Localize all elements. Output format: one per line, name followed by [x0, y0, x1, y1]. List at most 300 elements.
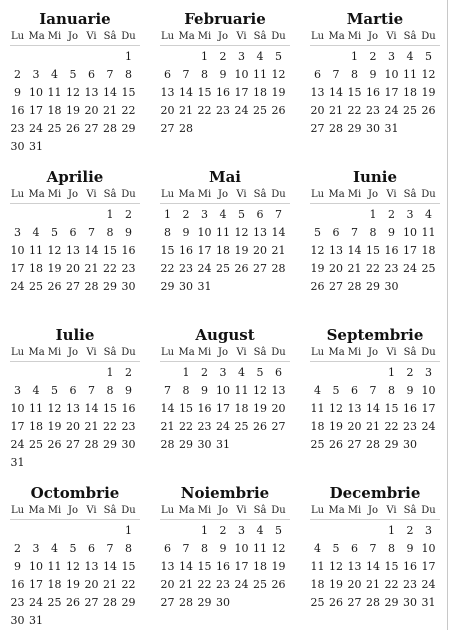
day-cell: 10 — [421, 542, 436, 555]
weekday-label: Sâ — [103, 347, 117, 358]
day-cell: 1 — [201, 524, 208, 537]
day-cell: 29 — [197, 596, 212, 609]
day-cell: 8 — [201, 542, 208, 555]
day-cell: 31 — [216, 438, 230, 451]
day-cell: 18 — [403, 86, 417, 99]
weekday-label: Lu — [310, 189, 325, 200]
weekday-label: Du — [271, 31, 286, 42]
day-cell: 1 — [106, 366, 114, 379]
day-cell: 12 — [66, 86, 80, 99]
day-cell: 29 — [103, 280, 117, 293]
day-cell: 4 — [256, 524, 264, 537]
weekday-label: Jo — [367, 31, 379, 42]
day-cell: 9 — [125, 226, 132, 239]
day-cell: 20 — [271, 402, 286, 415]
day-cell: 28 — [160, 438, 175, 451]
weekday-label: Ma — [178, 31, 195, 42]
day-cell: 27 — [310, 122, 325, 135]
day-cell: 30 — [197, 438, 212, 451]
day-cell: 23 — [197, 420, 212, 433]
day-cell: 21 — [366, 578, 380, 591]
day-cell: 20 — [329, 262, 343, 275]
weekday-label: Ma — [328, 505, 345, 516]
day-cell: 11 — [253, 68, 267, 81]
day-cell: 4 — [219, 208, 227, 221]
day-cell: 26 — [253, 420, 267, 433]
day-cell: 22 — [103, 262, 117, 275]
day-cell: 18 — [29, 262, 43, 275]
day-cell: 10 — [421, 384, 436, 397]
empty-day-cell — [160, 522, 175, 540]
day-cell: 6 — [256, 208, 264, 221]
day-cell: 15 — [103, 244, 117, 257]
month-septembrie — [310, 324, 440, 454]
day-cell: 20 — [160, 104, 175, 117]
day-cell: 28 — [366, 596, 380, 609]
empty-day-cell — [29, 48, 44, 66]
empty-day-cell — [329, 364, 344, 382]
empty-day-cell — [310, 522, 325, 540]
day-cell: 4 — [256, 50, 264, 63]
day-cell: 21 — [160, 420, 175, 433]
day-cell: 2 — [406, 524, 414, 537]
empty-day-cell — [47, 364, 62, 382]
day-cell: 26 — [310, 280, 325, 293]
day-cell: 9 — [406, 384, 414, 397]
empty-day-cell — [66, 364, 81, 382]
day-cell: 16 — [384, 244, 399, 257]
month-februarie — [160, 8, 290, 138]
day-cell: 10 — [234, 68, 249, 81]
day-cell: 28 — [103, 122, 117, 135]
day-cell: 10 — [403, 226, 417, 239]
day-cell: 7 — [88, 384, 95, 397]
day-cell: 18 — [29, 420, 43, 433]
day-cell: 13 — [160, 86, 175, 99]
weekday-header-row — [10, 188, 140, 204]
day-cell: 5 — [69, 542, 77, 555]
day-cell: 20 — [347, 578, 362, 591]
day-cell: 17 — [216, 402, 230, 415]
day-cell: 24 — [197, 262, 212, 275]
day-cell: 25 — [47, 596, 62, 609]
weekday-header-row — [160, 346, 290, 362]
day-cell: 25 — [310, 596, 325, 609]
day-cell: 31 — [421, 596, 436, 609]
day-cell: 3 — [14, 384, 21, 397]
right-border-line — [447, 0, 448, 630]
day-cell: 4 — [32, 384, 40, 397]
day-cell: 22 — [160, 262, 175, 275]
day-cell: 15 — [121, 86, 136, 99]
day-cell: 15 — [179, 402, 193, 415]
day-cell: 4 — [314, 384, 321, 397]
empty-day-cell — [84, 48, 99, 66]
day-grid — [10, 48, 140, 156]
month-title: Decembrie — [329, 484, 421, 502]
day-cell: 12 — [234, 226, 249, 239]
day-cell: 28 — [329, 122, 343, 135]
day-cell: 14 — [84, 244, 99, 257]
day-cell: 7 — [106, 68, 114, 81]
day-cell: 24 — [421, 420, 436, 433]
weekday-label: Lu — [160, 347, 175, 358]
day-cell: 19 — [310, 262, 325, 275]
day-cell: 22 — [121, 578, 136, 591]
day-cell: 21 — [103, 104, 117, 117]
weekday-label: Jo — [67, 31, 79, 42]
month-decembrie — [310, 482, 440, 612]
empty-day-cell — [84, 206, 99, 224]
day-cell: 16 — [366, 86, 380, 99]
day-cell: 1 — [369, 208, 377, 221]
day-cell: 19 — [253, 402, 267, 415]
day-cell: 19 — [66, 104, 80, 117]
day-cell: 5 — [51, 226, 58, 239]
day-cell: 28 — [271, 262, 286, 275]
day-cell: 3 — [201, 208, 208, 221]
day-cell: 13 — [271, 384, 286, 397]
day-cell: 19 — [271, 560, 286, 573]
day-cell: 18 — [216, 244, 230, 257]
day-cell: 7 — [275, 208, 282, 221]
day-cell: 15 — [197, 86, 212, 99]
day-cell: 21 — [84, 420, 99, 433]
day-cell: 8 — [106, 384, 114, 397]
month-title: Aprilie — [46, 168, 104, 186]
day-cell: 12 — [271, 542, 286, 555]
day-cell: 7 — [164, 384, 171, 397]
day-cell: 8 — [201, 68, 208, 81]
day-cell: 12 — [329, 560, 343, 573]
day-cell: 6 — [351, 542, 358, 555]
weekday-label: Ma — [328, 347, 345, 358]
day-cell: 18 — [421, 244, 436, 257]
day-cell: 5 — [51, 384, 58, 397]
month-title: Martie — [346, 10, 404, 28]
empty-day-cell — [29, 206, 44, 224]
weekday-label: Ma — [328, 31, 345, 42]
day-cell: 29 — [160, 280, 175, 293]
day-cell: 29 — [121, 122, 136, 135]
day-cell: 2 — [14, 542, 21, 555]
day-cell: 15 — [197, 560, 212, 573]
day-cell: 11 — [310, 560, 325, 573]
day-cell: 14 — [179, 86, 193, 99]
day-grid — [160, 364, 290, 454]
weekday-label: Vi — [236, 31, 247, 42]
month-iulie — [10, 324, 140, 472]
weekday-label: Vi — [86, 189, 97, 200]
day-cell: 9 — [125, 384, 132, 397]
weekday-label: Ma — [28, 347, 45, 358]
day-cell: 4 — [51, 542, 58, 555]
day-cell: 23 — [10, 596, 25, 609]
weekday-label: Du — [421, 505, 436, 516]
day-cell: 27 — [160, 596, 175, 609]
day-cell: 29 — [103, 438, 117, 451]
empty-day-cell — [66, 522, 81, 540]
day-cell: 26 — [271, 578, 286, 591]
weekday-label: Vi — [86, 347, 97, 358]
day-cell: 28 — [84, 280, 99, 293]
day-cell: 13 — [84, 86, 99, 99]
day-cell: 2 — [388, 208, 395, 221]
day-cell: 1 — [388, 366, 395, 379]
weekday-label: Lu — [310, 31, 325, 42]
day-cell: 16 — [121, 402, 136, 415]
weekday-label: Jo — [67, 189, 79, 200]
weekday-label: Mi — [47, 189, 62, 200]
day-cell: 27 — [271, 420, 286, 433]
day-cell: 9 — [182, 226, 190, 239]
weekday-label: Lu — [10, 31, 25, 42]
day-cell: 5 — [238, 208, 245, 221]
day-cell: 26 — [421, 104, 436, 117]
day-cell: 13 — [347, 560, 362, 573]
day-cell: 8 — [351, 68, 358, 81]
day-cell: 25 — [253, 104, 267, 117]
day-cell: 2 — [201, 366, 208, 379]
day-cell: 14 — [366, 560, 380, 573]
day-cell: 25 — [47, 122, 62, 135]
day-cell: 11 — [29, 244, 43, 257]
weekday-label: Jo — [367, 189, 379, 200]
weekday-label: Du — [421, 347, 436, 358]
month-title: Noiembrie — [180, 484, 270, 502]
day-cell: 1 — [351, 50, 358, 63]
weekday-label: Mi — [47, 31, 62, 42]
day-cell: 17 — [29, 578, 43, 591]
day-cell: 31 — [29, 140, 43, 153]
empty-day-cell — [329, 48, 344, 66]
day-cell: 25 — [234, 420, 249, 433]
day-cell: 12 — [310, 244, 325, 257]
day-cell: 3 — [219, 366, 227, 379]
day-cell: 7 — [106, 542, 114, 555]
day-cell: 7 — [369, 542, 377, 555]
empty-day-cell — [310, 364, 325, 382]
month-aprilie — [10, 166, 140, 296]
day-cell: 19 — [66, 578, 80, 591]
day-cell: 17 — [234, 86, 249, 99]
day-cell: 22 — [179, 420, 193, 433]
day-cell: 6 — [332, 226, 340, 239]
empty-day-cell — [347, 364, 362, 382]
day-cell: 14 — [329, 86, 343, 99]
day-cell: 15 — [121, 560, 136, 573]
day-cell: 22 — [366, 262, 380, 275]
day-cell: 10 — [29, 86, 43, 99]
weekday-label: Ma — [178, 505, 195, 516]
empty-day-cell — [347, 522, 362, 540]
empty-day-cell — [179, 522, 194, 540]
month-title: Iunie — [352, 168, 398, 186]
day-cell: 29 — [179, 438, 193, 451]
day-cell: 17 — [421, 560, 436, 573]
day-cell: 1 — [106, 208, 114, 221]
weekday-label: Jo — [367, 347, 379, 358]
day-cell: 4 — [238, 366, 245, 379]
day-cell: 31 — [197, 280, 212, 293]
day-cell: 1 — [182, 366, 190, 379]
day-cell: 6 — [88, 68, 95, 81]
day-cell: 11 — [29, 402, 43, 415]
day-cell: 1 — [388, 524, 395, 537]
day-cell: 30 — [179, 280, 193, 293]
day-cell: 5 — [69, 68, 77, 81]
day-cell: 3 — [14, 226, 21, 239]
weekday-label: Vi — [386, 31, 397, 42]
day-cell: 29 — [366, 280, 380, 293]
day-cell: 11 — [216, 226, 230, 239]
day-cell: 17 — [234, 560, 249, 573]
day-cell: 30 — [384, 280, 399, 293]
day-cell: 31 — [29, 614, 43, 627]
day-cell: 22 — [384, 578, 399, 591]
day-cell: 21 — [366, 420, 380, 433]
day-cell: 5 — [425, 50, 432, 63]
day-cell: 9 — [219, 68, 227, 81]
day-cell: 27 — [347, 596, 362, 609]
day-cell: 24 — [10, 438, 25, 451]
day-cell: 11 — [47, 560, 62, 573]
day-cell: 18 — [47, 104, 62, 117]
day-cell: 6 — [164, 542, 171, 555]
day-cell: 20 — [84, 104, 99, 117]
day-cell: 9 — [406, 542, 414, 555]
day-cell: 22 — [197, 578, 212, 591]
day-cell: 9 — [201, 384, 208, 397]
day-cell: 24 — [29, 596, 43, 609]
day-cell: 3 — [406, 208, 414, 221]
weekday-header-row — [160, 188, 290, 204]
day-cell: 19 — [271, 86, 286, 99]
day-cell: 24 — [384, 104, 399, 117]
day-cell: 2 — [125, 208, 132, 221]
weekday-label: Mi — [47, 505, 62, 516]
day-cell: 28 — [347, 280, 362, 293]
weekday-header-row — [160, 30, 290, 46]
empty-day-cell — [366, 364, 381, 382]
weekday-header-row — [310, 504, 440, 520]
day-cell: 18 — [253, 86, 267, 99]
day-cell: 10 — [197, 226, 212, 239]
day-cell: 20 — [347, 420, 362, 433]
day-cell: 20 — [160, 578, 175, 591]
day-cell: 15 — [103, 402, 117, 415]
day-cell: 17 — [10, 420, 25, 433]
month-mai — [160, 166, 290, 296]
day-cell: 23 — [10, 122, 25, 135]
empty-day-cell — [10, 48, 25, 66]
day-cell: 10 — [29, 560, 43, 573]
day-cell: 18 — [310, 420, 325, 433]
day-cell: 6 — [314, 68, 321, 81]
weekday-label: Mi — [47, 347, 62, 358]
day-cell: 5 — [314, 226, 321, 239]
empty-day-cell — [329, 522, 344, 540]
empty-day-cell — [29, 364, 44, 382]
day-cell: 23 — [216, 578, 230, 591]
day-cell: 26 — [66, 596, 80, 609]
day-cell: 13 — [253, 226, 267, 239]
day-cell: 2 — [219, 524, 227, 537]
day-cell: 7 — [88, 226, 95, 239]
day-cell: 30 — [403, 438, 417, 451]
day-cell: 4 — [51, 68, 58, 81]
day-cell: 20 — [253, 244, 267, 257]
day-cell: 21 — [103, 578, 117, 591]
day-cell: 18 — [253, 560, 267, 573]
day-cell: 17 — [29, 104, 43, 117]
weekday-label: Vi — [236, 505, 247, 516]
weekday-label: Lu — [10, 505, 25, 516]
day-cell: 3 — [238, 524, 245, 537]
empty-day-cell — [366, 522, 381, 540]
day-cell: 26 — [329, 596, 343, 609]
day-cell: 14 — [160, 402, 175, 415]
day-cell: 10 — [384, 68, 399, 81]
day-cell: 8 — [388, 384, 395, 397]
day-cell: 24 — [234, 104, 249, 117]
day-cell: 11 — [47, 86, 62, 99]
day-cell: 7 — [182, 68, 190, 81]
empty-day-cell — [310, 206, 325, 224]
day-cell: 26 — [66, 122, 80, 135]
day-cell: 29 — [121, 596, 136, 609]
month-title: Ianuarie — [39, 10, 111, 28]
day-cell: 17 — [10, 262, 25, 275]
weekday-label: Ma — [328, 189, 345, 200]
day-cell: 8 — [125, 542, 132, 555]
day-cell: 4 — [32, 226, 40, 239]
weekday-header-row — [310, 188, 440, 204]
weekday-label: Du — [271, 505, 286, 516]
weekday-header-row — [10, 504, 140, 520]
day-cell: 14 — [103, 560, 117, 573]
day-cell: 26 — [329, 438, 343, 451]
day-cell: 1 — [125, 524, 132, 537]
weekday-label: Du — [121, 189, 136, 200]
day-cell: 20 — [310, 104, 325, 117]
day-cell: 9 — [369, 68, 377, 81]
day-cell: 8 — [106, 226, 114, 239]
weekday-label: Du — [271, 347, 286, 358]
day-cell: 22 — [121, 104, 136, 117]
day-cell: 30 — [216, 596, 230, 609]
day-cell: 26 — [234, 262, 249, 275]
day-cell: 11 — [403, 68, 417, 81]
day-cell: 15 — [384, 560, 399, 573]
empty-day-cell — [103, 48, 118, 66]
day-cell: 10 — [10, 244, 25, 257]
day-cell: 30 — [121, 438, 136, 451]
day-cell: 24 — [234, 578, 249, 591]
day-cell: 13 — [310, 86, 325, 99]
day-cell: 24 — [421, 578, 436, 591]
day-cell: 28 — [179, 122, 193, 135]
day-cell: 21 — [329, 104, 343, 117]
day-cell: 11 — [234, 384, 249, 397]
day-cell: 14 — [179, 560, 193, 573]
empty-day-cell — [29, 522, 44, 540]
empty-day-cell — [47, 206, 62, 224]
day-cell: 20 — [66, 262, 80, 275]
day-cell: 1 — [164, 208, 171, 221]
empty-day-cell — [66, 206, 81, 224]
day-cell: 21 — [179, 104, 193, 117]
